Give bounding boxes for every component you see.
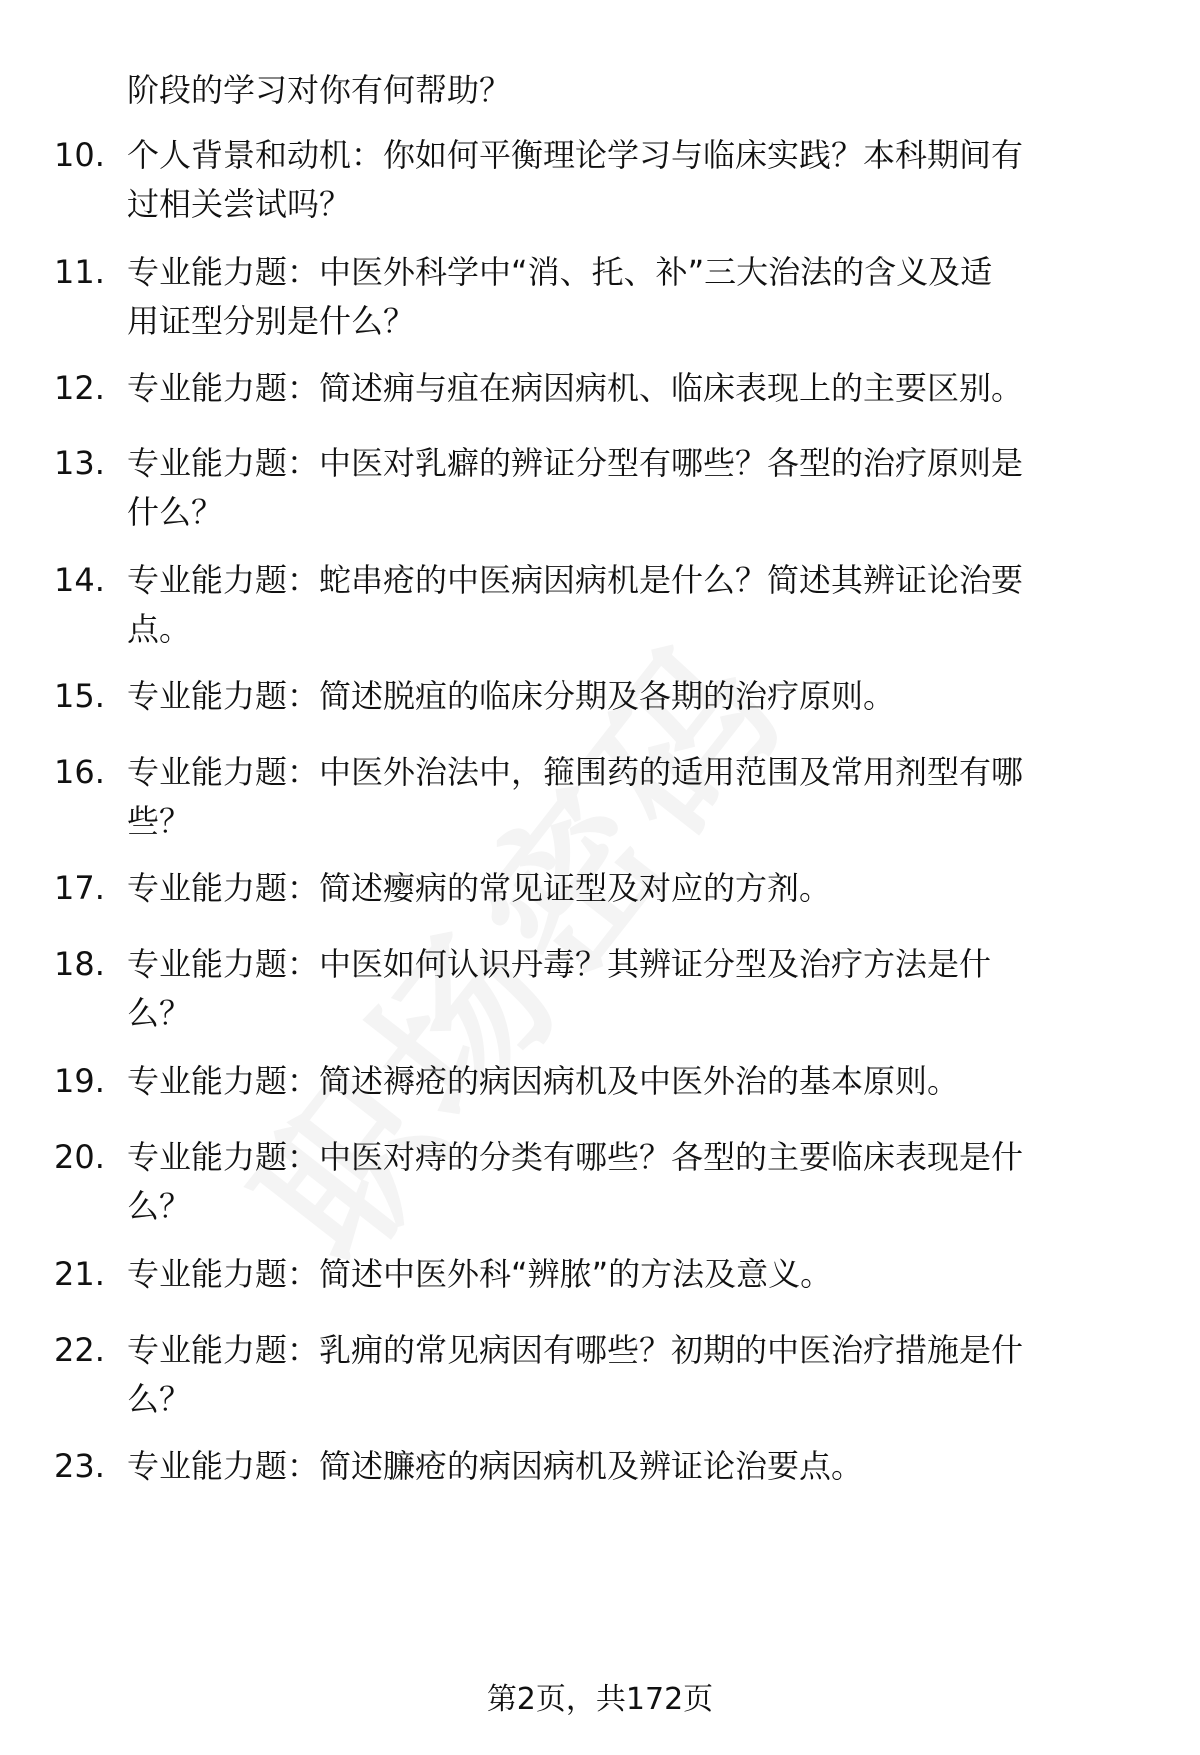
item-text: 专业能力题：简述脱疽的临床分期及各期的治疗原则。 xyxy=(127,677,896,715)
item-text: 专业能力题：中医外治法中，箍围药的适用范围及常用剂型有哪 些？ xyxy=(127,753,1024,840)
item-number: 17. xyxy=(54,869,105,907)
item-text: 专业能力题：蛇串疮的中医病因病机是什么？简述其辨证论治要 点。 xyxy=(127,561,1024,648)
item-text: 专业能力题：简述中医外科“辨脓”的方法及意义。 xyxy=(127,1255,833,1293)
item-number: 18. xyxy=(54,945,105,983)
item-number: 11. xyxy=(54,253,105,291)
item-text: 专业能力题：乳痈的常见病因有哪些？初期的中医治疗措施是什 么？ xyxy=(127,1331,1024,1418)
item-text: 专业能力题：简述臁疮的病因病机及辨证论治要点。 xyxy=(127,1447,864,1485)
item-number: 19. xyxy=(54,1062,105,1100)
item-number: 23. xyxy=(54,1447,105,1485)
item-number: 16. xyxy=(54,753,105,791)
item-number: 15. xyxy=(54,677,105,715)
item-text: 专业能力题：简述痈与疽在病因病机、临床表现上的主要区别。 xyxy=(127,369,1024,407)
item-text: 专业能力题：中医如何认识丹毒？其辨证分型及治疗方法是什 么？ xyxy=(127,945,992,1032)
item-number: 10. xyxy=(54,136,105,174)
item-number: 13. xyxy=(54,444,105,482)
item-text: 个人背景和动机：你如何平衡理论学习与临床实践？本科期间有 过相关尝试吗？ xyxy=(127,136,1024,223)
item-number: 12. xyxy=(54,369,105,407)
item-text: 专业能力题：中医对乳癖的辨证分型有哪些？各型的治疗原则是 什么？ xyxy=(127,444,1024,531)
page-footer: 第2页，共172页 xyxy=(486,1682,714,1717)
item-number: 14. xyxy=(54,561,105,599)
item-text: 专业能力题：简述瘿病的常见证型及对应的方剂。 xyxy=(127,869,832,907)
item-text: 专业能力题：中医对痔的分类有哪些？各型的主要临床表现是什 么？ xyxy=(127,1138,1024,1225)
item-number: 21. xyxy=(54,1255,105,1293)
item-text: 专业能力题：简述褥疮的病因病机及中医外治的基本原则。 xyxy=(127,1062,960,1100)
continuation-line: 阶段的学习对你有何帮助？ xyxy=(127,71,512,109)
item-number: 22. xyxy=(54,1331,105,1369)
item-number: 20. xyxy=(54,1138,105,1176)
item-text: 专业能力题：中医外科学中“消、托、补”三大治法的含义及适 用证型分别是什么？ xyxy=(127,253,993,340)
